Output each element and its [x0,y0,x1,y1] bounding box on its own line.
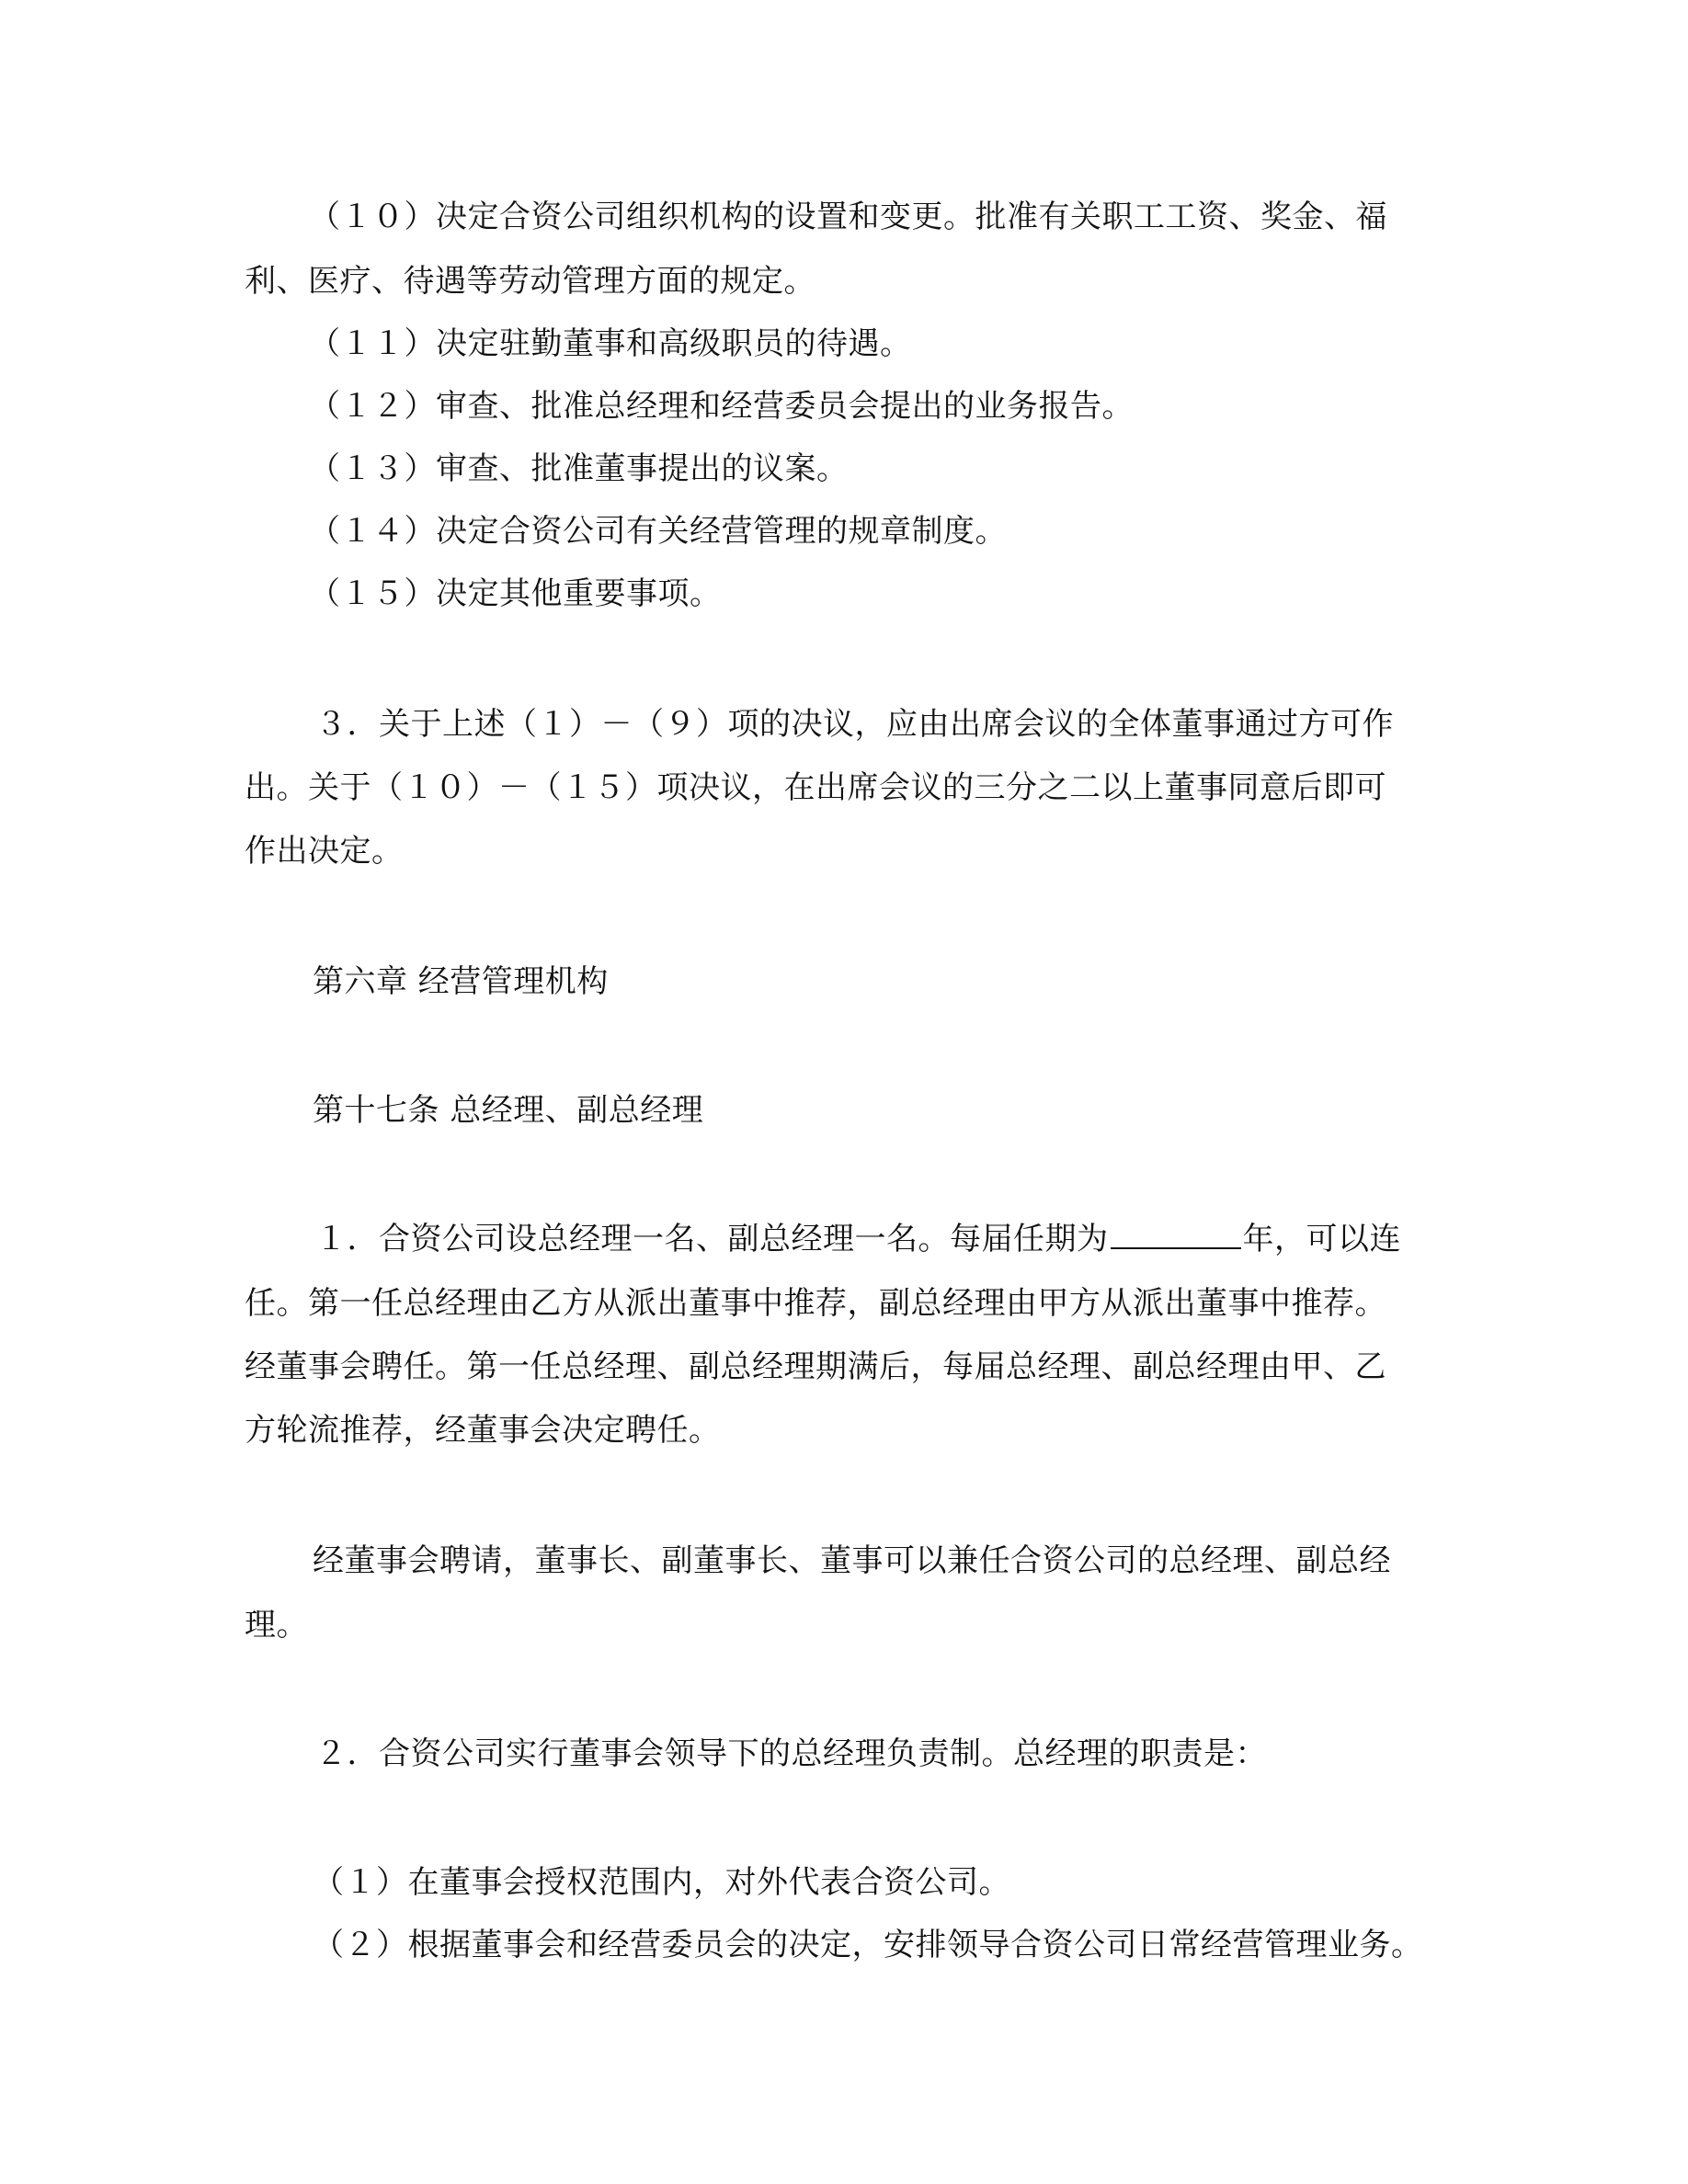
para-3-line-3: 作出决定。 [245,833,404,870]
duty-2: （２）根据董事会和经营委员会的决定，安排领导合资公司日常经营管理业务。 [313,1927,1423,1963]
item-11: （１１）决定驻勤董事和高级职员的待遇。 [309,325,912,362]
para-1-line-1-after-blank: 年，可以连 [1242,1221,1401,1257]
item-15: （１５）决定其他重要事项。 [309,575,722,612]
item-12: （１２）审查、批准总经理和经营委员会提出的业务报告。 [309,388,1134,425]
item-14: （１４）决定合资公司有关经营管理的规章制度。 [309,513,1007,550]
para-1-line-3: 经董事会聘任。第一任总经理、副总经理期满后，每届总经理、副总经理由甲、乙 [245,1348,1386,1385]
board-paragraph-line-2: 理。 [245,1607,308,1644]
para-1-line-4: 方轮流推荐，经董事会决定聘任。 [245,1412,721,1449]
article-heading: 第十七条 总经理、副总经理 [313,1092,704,1129]
term-years-blank [1111,1220,1241,1249]
duty-1: （１）在董事会授权范围内，对外代表合资公司。 [313,1864,1010,1901]
para-1-line-1-before-blank: １．合资公司设总经理一名、副总经理一名。每届任期为 [315,1221,1109,1257]
para-2: ２．合资公司实行董事会领导下的总经理负责制。总经理的职责是： [315,1735,1267,1772]
para-1-line-2: 任。第一任总经理由乙方从派出董事中推荐，副总经理由甲方从派出董事中推荐。 [245,1285,1386,1322]
para-3-line-1: ３．关于上述（１）－（９）项的决议，应由出席会议的全体董事通过方可作 [315,706,1394,743]
chapter-heading: 第六章 经营管理机构 [313,963,609,1000]
para-1-line-1 [315,1219,1401,1259]
item-10-line-1: （１０）决定合资公司组织机构的设置和变更。批准有关职工工资、奖金、福 [309,199,1387,235]
item-10-line-2: 利、医疗、待遇等劳动管理方面的规定。 [245,263,815,300]
board-paragraph-line-1: 经董事会聘请，董事长、副董事长、董事可以兼任合资公司的总经理、副总经 [313,1542,1391,1579]
item-13: （１３）审查、批准董事提出的议案。 [309,450,849,487]
para-3-line-2: 出。关于（１０）－（１５）项决议，在出席会议的三分之二以上董事同意后即可 [245,769,1386,806]
